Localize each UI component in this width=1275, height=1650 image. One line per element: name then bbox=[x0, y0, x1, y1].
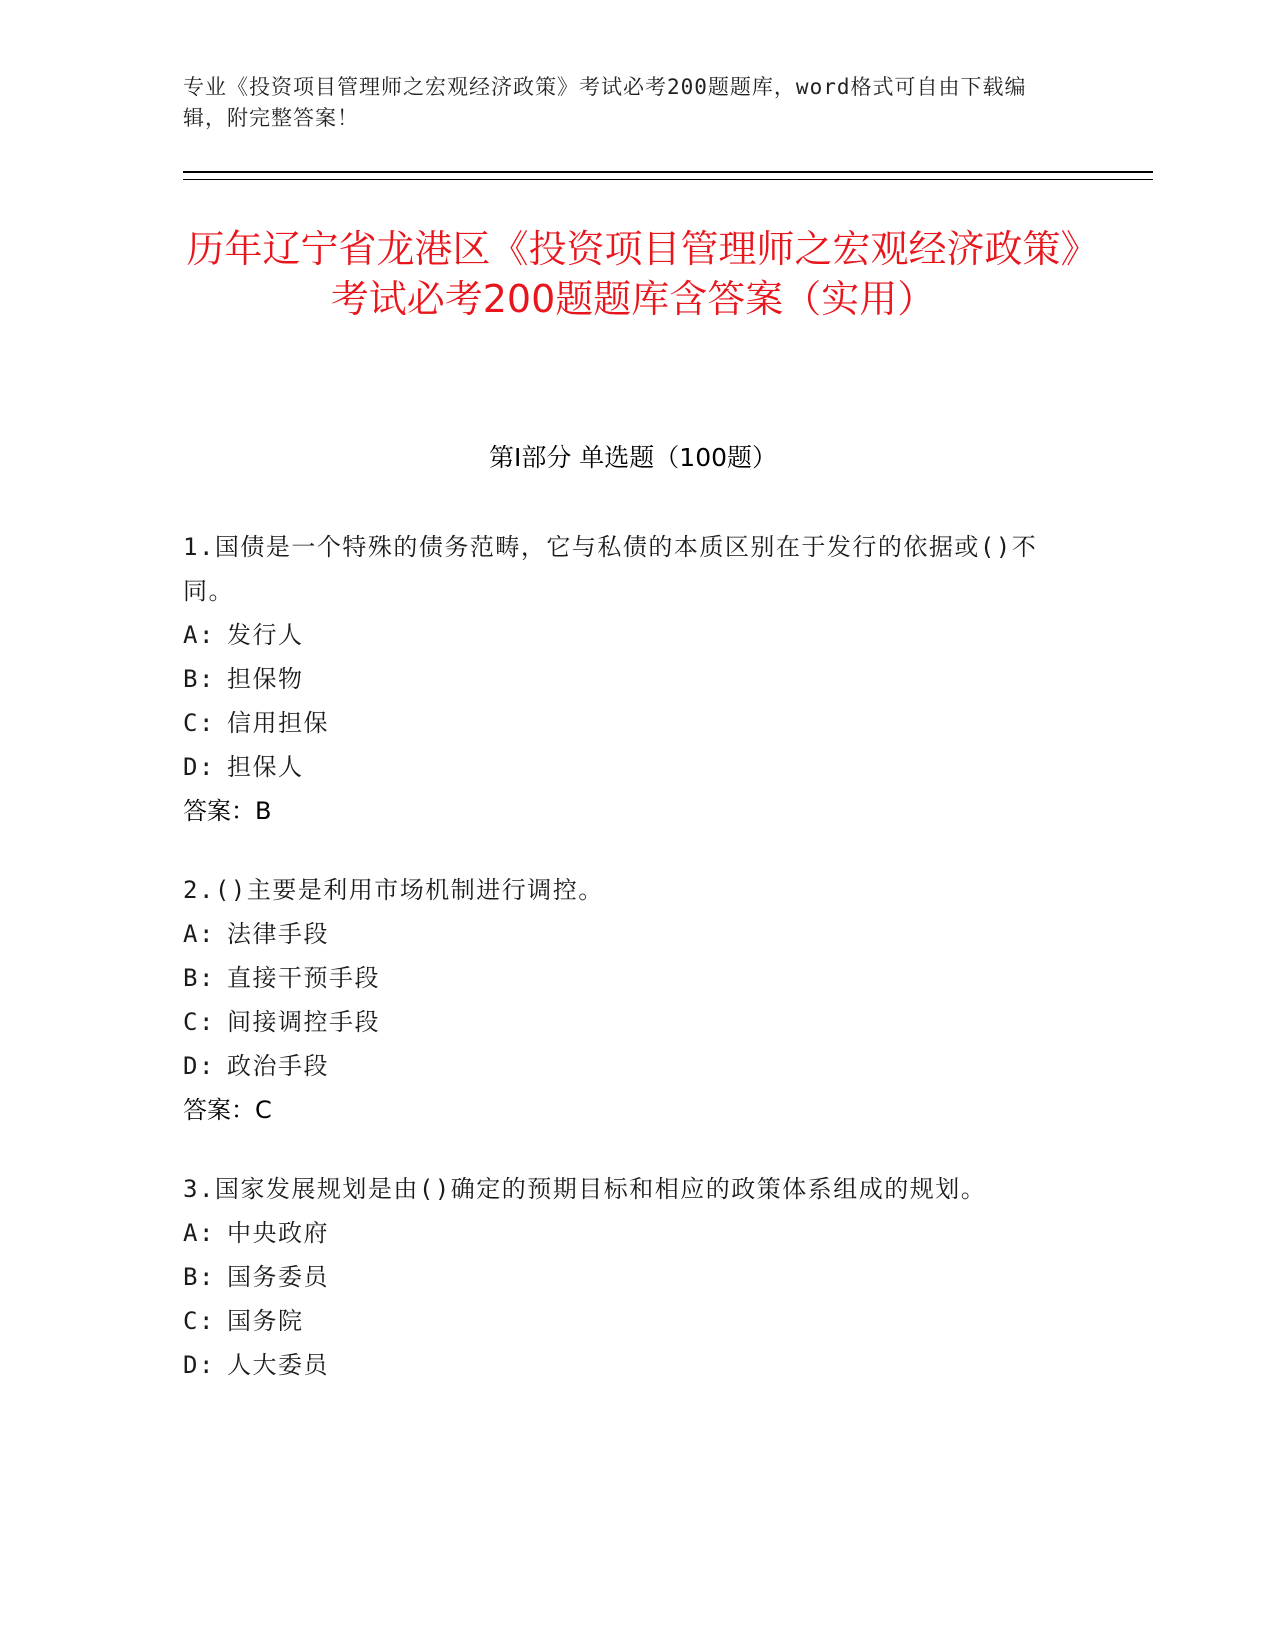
option-a bbox=[183, 613, 1063, 657]
option-c bbox=[183, 701, 1063, 745]
answer-line: 答案：C bbox=[183, 1096, 272, 1124]
question-3 bbox=[183, 1167, 1063, 1387]
option-key: D: bbox=[183, 753, 215, 781]
option-text: 政治手段 bbox=[227, 1052, 329, 1080]
option-a bbox=[183, 1211, 1063, 1255]
option-text: 国务委员 bbox=[227, 1263, 329, 1291]
option-text: 法律手段 bbox=[227, 920, 329, 948]
section-title: 第I部分 单选题（100题） bbox=[488, 443, 778, 472]
option-d bbox=[183, 1343, 1063, 1387]
option-b bbox=[183, 1255, 1063, 1299]
option-key: B: bbox=[183, 964, 215, 992]
option-key: C: bbox=[183, 1307, 215, 1335]
question-list bbox=[183, 525, 1063, 1422]
option-key: B: bbox=[183, 665, 215, 693]
option-a bbox=[183, 912, 1063, 956]
option-key: D: bbox=[183, 1052, 215, 1080]
option-d bbox=[183, 1044, 1063, 1088]
option-text: 直接干预手段 bbox=[227, 964, 380, 992]
document-title: 历年辽宁省龙港区《投资项目管理师之宏观经济政策》考试必考200题题库含答案（实用） bbox=[186, 227, 1080, 321]
option-text: 担保物 bbox=[227, 665, 304, 693]
question-2 bbox=[183, 868, 1063, 1132]
option-text: 中央政府 bbox=[227, 1219, 329, 1247]
option-b bbox=[183, 956, 1063, 1000]
option-key: D: bbox=[183, 1351, 215, 1379]
header-divider-thin bbox=[183, 179, 1153, 180]
option-c bbox=[183, 1299, 1063, 1343]
header-divider-thick bbox=[183, 171, 1153, 173]
option-text: 信用担保 bbox=[227, 709, 329, 737]
option-key: C: bbox=[183, 709, 215, 737]
option-key: B: bbox=[183, 1263, 215, 1291]
header-note: 专业《投资项目管理师之宏观经济政策》考试必考200题题库，word格式可自由下载编辑，附完整答案！ bbox=[183, 75, 1027, 130]
answer-line: 答案：B bbox=[183, 797, 272, 825]
option-key: A: bbox=[183, 920, 215, 948]
question-stem: 1.国债是一个特殊的债务范畴，它与私债的本质区别在于发行的依据或()不同。 bbox=[183, 533, 1038, 605]
option-key: A: bbox=[183, 1219, 215, 1247]
option-text: 间接调控手段 bbox=[227, 1008, 380, 1036]
option-text: 发行人 bbox=[227, 621, 304, 649]
option-d bbox=[183, 745, 1063, 789]
option-text: 人大委员 bbox=[227, 1351, 329, 1379]
option-c bbox=[183, 1000, 1063, 1044]
option-text: 担保人 bbox=[227, 753, 304, 781]
option-text: 国务院 bbox=[227, 1307, 304, 1335]
option-key: C: bbox=[183, 1008, 215, 1036]
option-b bbox=[183, 657, 1063, 701]
question-1 bbox=[183, 525, 1063, 833]
option-key: A: bbox=[183, 621, 215, 649]
question-stem: 3.国家发展规划是由()确定的预期目标和相应的政策体系组成的规划。 bbox=[183, 1175, 987, 1203]
question-stem: 2.()主要是利用市场机制进行调控。 bbox=[183, 876, 604, 904]
